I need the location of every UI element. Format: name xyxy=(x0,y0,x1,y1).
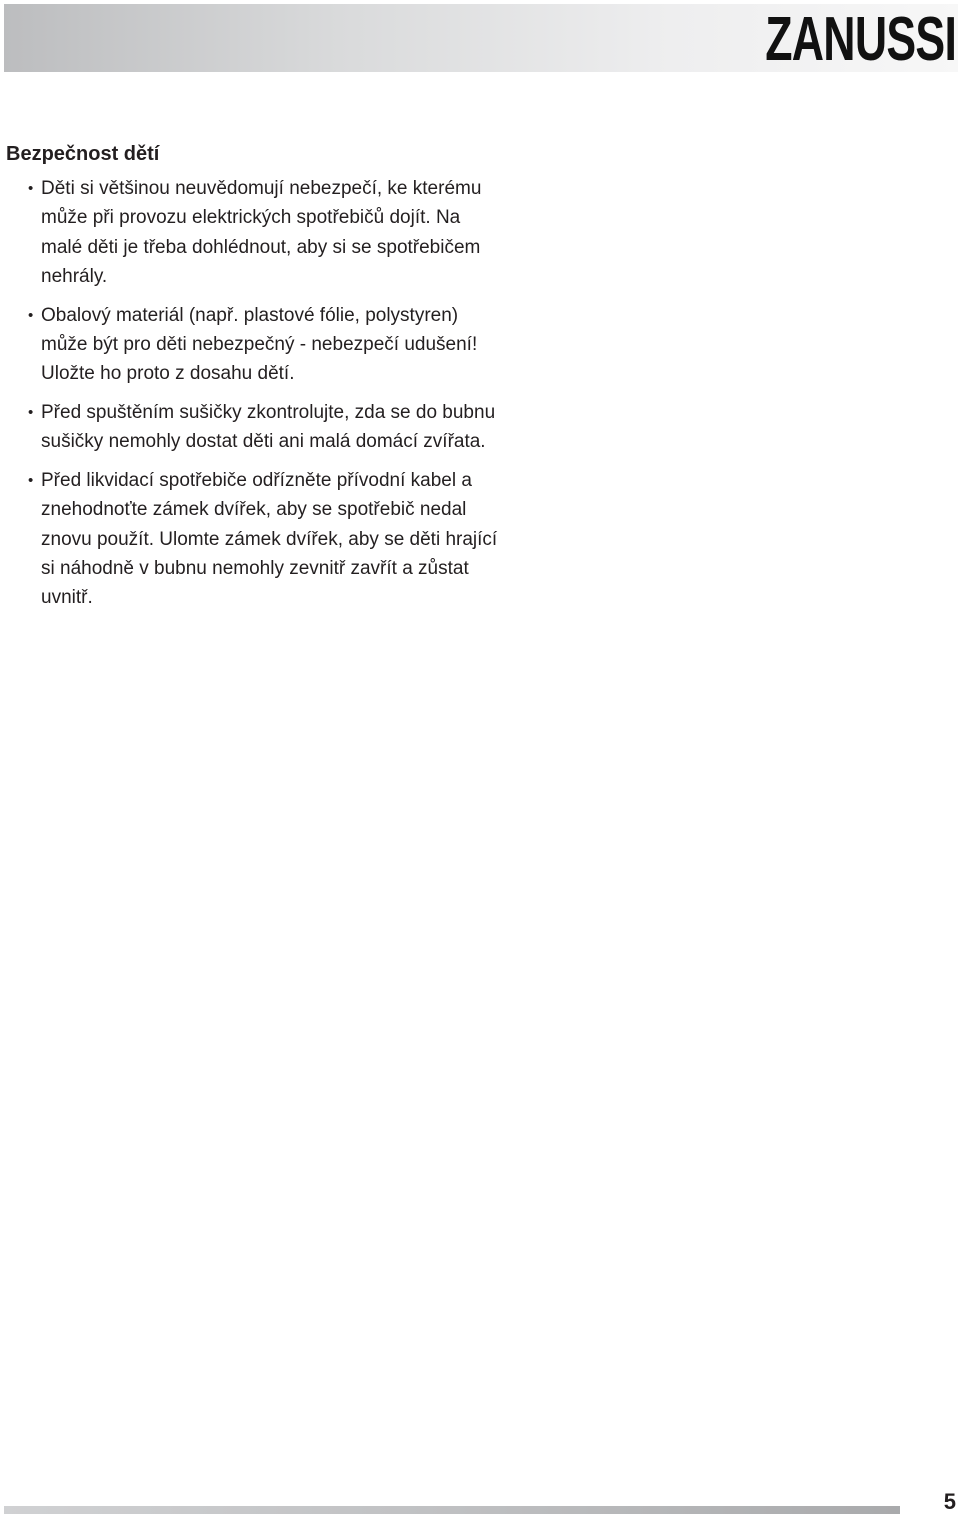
bullet-icon: • xyxy=(28,404,34,422)
list-item-text: Před likvidací spotřebiče odřízněte přívodní kabel a znehodnoťte zámek dvířek, aby se spotřebič nedal znovu použít. Ulomte zámek dvířek, aby se děti hrající si náhodně v bubnu nemohly zevnitř zavřít a zůstat uvnitř. xyxy=(41,470,498,609)
bullet-icon: • xyxy=(28,306,34,324)
list-item xyxy=(28,301,498,389)
list-item xyxy=(28,174,498,291)
bullet-icon: • xyxy=(28,180,34,197)
safety-bullet-list xyxy=(28,174,498,622)
brand-logo-text: ZANUSSI xyxy=(765,5,956,74)
bullet-icon: • xyxy=(28,472,34,490)
list-item-text: Děti si většinou neuvědomují nebezpečí, ke kterému může při provozu elektrických spotřebičů dojít. Na malé děti je třeba dohlédnout, aby si se spotřebičem nehrály. xyxy=(41,178,482,287)
brand-logo xyxy=(706,5,956,74)
list-item xyxy=(28,398,498,457)
list-item-text: Před spuštěním sušičky zkontrolujte, zda se do bubnu sušičky nemohly dostat děti ani malá domácí zvířata. xyxy=(41,402,496,453)
list-item xyxy=(28,466,498,612)
section-title: Bezpečnost dětí xyxy=(6,143,160,165)
list-item-text: Obalový materiál (např. plastové fólie, polystyren) může být pro děti nebezpečný - nebezpečí udušení! Uložte ho proto z dosahu dětí. xyxy=(41,304,478,385)
page-number: 5 xyxy=(943,1489,956,1514)
footer-bar xyxy=(4,1506,900,1514)
